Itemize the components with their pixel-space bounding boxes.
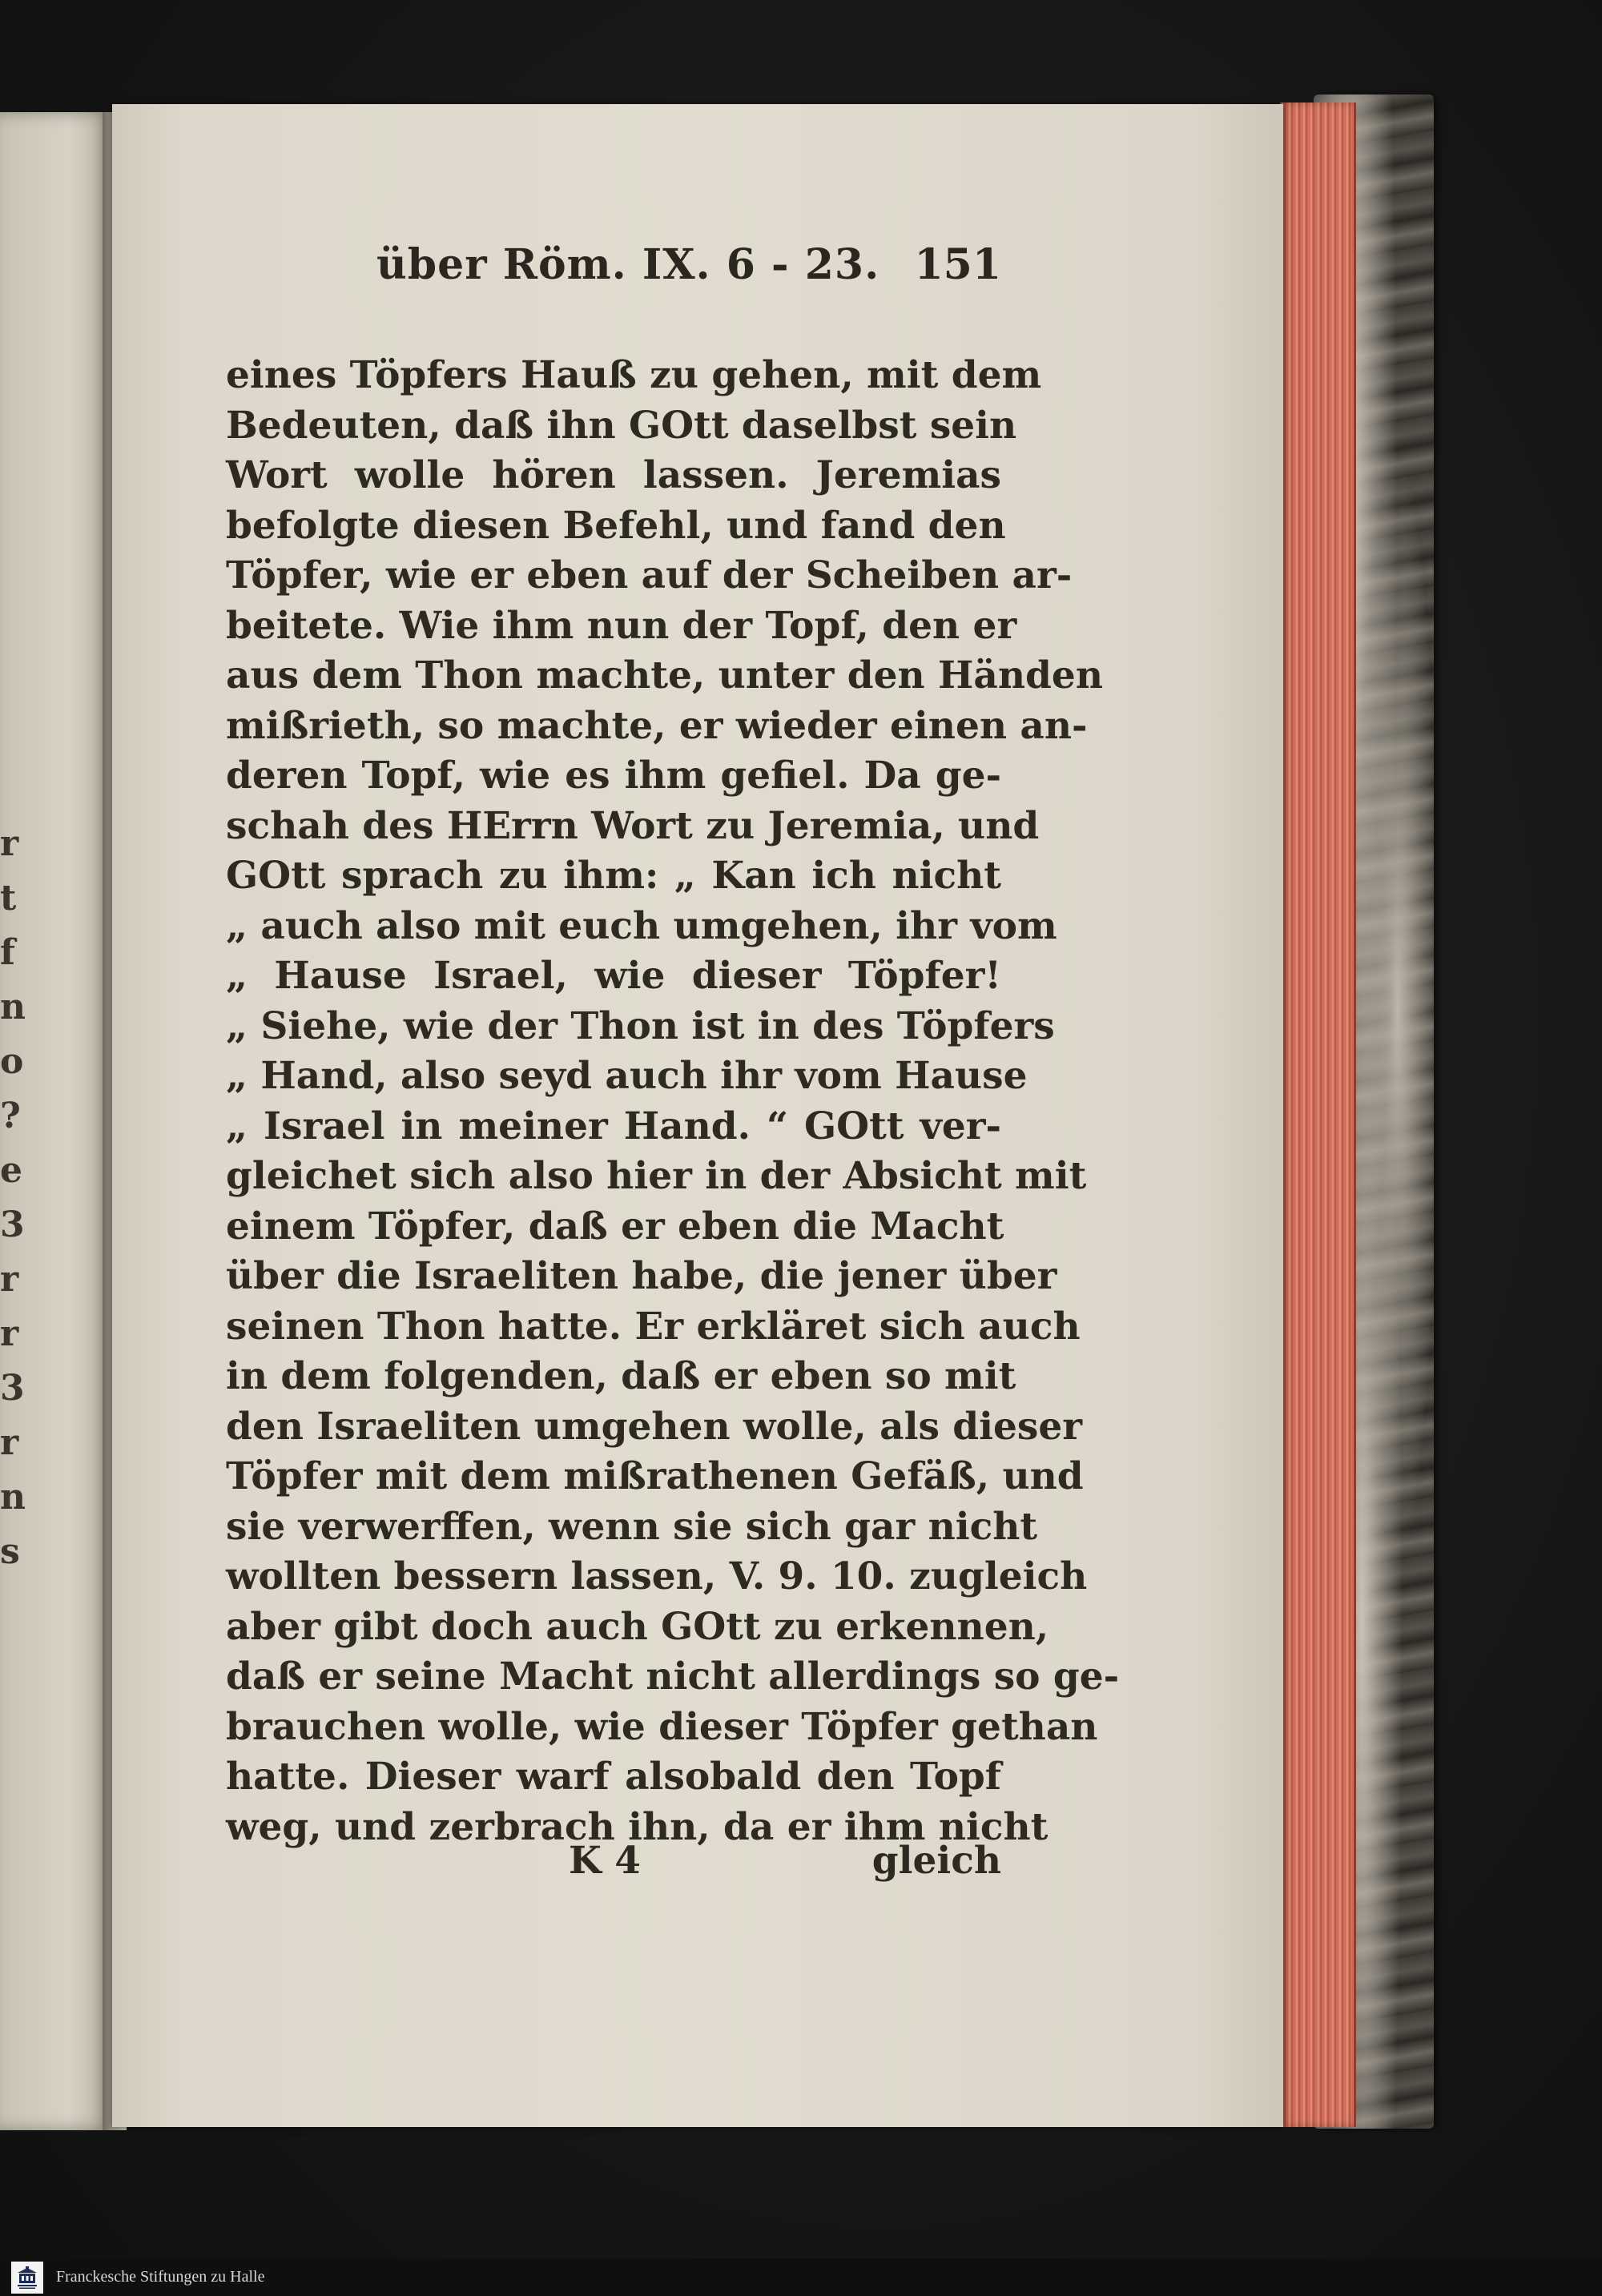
left-fragment: f xyxy=(0,932,15,973)
text-line: schah des HErrn Wort zu Jeremia, und xyxy=(226,803,1040,848)
text-line: „ Siehe, wie der Thon ist in des Töpfers xyxy=(226,1003,1055,1048)
text-line: beitete. Wie ihm nun der Topf, den er xyxy=(226,603,1017,648)
text-line: aus dem Thon machte, unter den Händen xyxy=(226,653,1103,698)
text-line: „ auch also mit euch umgehen, ihr vom xyxy=(226,903,1057,948)
text-line: brauchen wolle, wie dieser Töpfer gethan xyxy=(226,1704,1098,1749)
left-fragment: r xyxy=(0,1259,19,1300)
text-line: hatte. Dieser warf alsobald den Topf xyxy=(226,1755,1001,1799)
left-fragment: r xyxy=(0,823,19,864)
left-fragment: r xyxy=(0,1422,19,1463)
text-line: Wort wolle hören lassen. Jeremias xyxy=(226,453,1001,497)
catchword: gleich xyxy=(871,1839,1001,1883)
page-number: 151 xyxy=(914,240,1001,289)
text-line: Bedeuten, daß ihn GOtt daselbst sein xyxy=(226,403,1017,448)
text-line: Töpfer, wie er eben auf der Scheiben ar- xyxy=(226,553,1073,597)
text-line: aber gibt doch auch GOtt zu erkennen, xyxy=(226,1604,1049,1649)
page-footer xyxy=(226,1839,1001,1895)
credit-bar xyxy=(0,2258,1602,2296)
text-line: mißrieth, so machte, er wieder einen an- xyxy=(226,703,1088,748)
running-head xyxy=(376,240,1001,312)
left-fragment: n xyxy=(0,987,26,1027)
signature-mark: K 4 xyxy=(569,1839,641,1883)
foundation-logo-icon xyxy=(11,2262,43,2294)
red-page-edges xyxy=(1280,103,1356,2127)
text-line: „ Israel in meiner Hand. “ GOtt ver- xyxy=(226,1104,1001,1148)
text-line: daß er seine Macht nicht allerdings so ge- xyxy=(226,1655,1120,1699)
text-line: weg, und zerbrach ihn, da er ihm nicht xyxy=(226,1804,1049,1849)
text-line: GOtt sprach zu ihm: „ Kan ich nicht xyxy=(226,854,1001,898)
text-line: „ Hand, also seyd auch ihr vom Hause xyxy=(226,1054,1028,1098)
text-line: sie verwerffen, wenn sie sich gar nicht xyxy=(226,1504,1038,1549)
text-line: über die Israeliten habe, die jener über xyxy=(226,1254,1057,1298)
text-line: deren Topf, wie es ihm gefiel. Da ge- xyxy=(226,754,1001,798)
left-fragment: t xyxy=(0,878,17,919)
facing-left-page xyxy=(0,112,112,2130)
credit-text: Franckesche Stiftungen zu Halle xyxy=(56,2268,265,2286)
left-fragment: n xyxy=(0,1477,26,1518)
left-fragment: 3 xyxy=(0,1368,25,1409)
text-line: seinen Thon hatte. Er erkläret sich auch xyxy=(226,1304,1081,1349)
text-line: eines Töpfers Hauß zu gehen, mit dem xyxy=(226,353,1042,397)
text-line: wollten bessern lassen, V. 9. 10. zugleich xyxy=(226,1554,1088,1598)
text-line: einem Töpfer, daß er eben die Macht xyxy=(226,1204,1004,1249)
text-line: befolgte diesen Befehl, und fand den xyxy=(226,503,1006,548)
left-fragment: 3 xyxy=(0,1204,25,1245)
text-line: Töpfer mit dem mißrathenen Gefäß, und xyxy=(226,1454,1084,1498)
running-head-title: über Röm. IX. 6 - 23. xyxy=(376,240,880,289)
left-fragment: s xyxy=(0,1531,20,1572)
text-line: „ Hause Israel, wie dieser Töpfer! xyxy=(226,954,1001,998)
left-fragment: e xyxy=(0,1150,22,1191)
text-line: in dem folgenden, daß er eben so mit xyxy=(226,1354,1016,1398)
page-body-text xyxy=(226,351,1120,1852)
left-fragment: o xyxy=(0,1041,24,1082)
text-line: gleichet sich also hier in der Absicht mit xyxy=(226,1154,1087,1198)
left-fragment: r xyxy=(0,1313,19,1354)
text-line: den Israeliten umgehen wolle, als dieser xyxy=(226,1404,1083,1449)
left-page-text-fragments xyxy=(0,817,24,1579)
left-fragment: ? xyxy=(0,1096,21,1136)
